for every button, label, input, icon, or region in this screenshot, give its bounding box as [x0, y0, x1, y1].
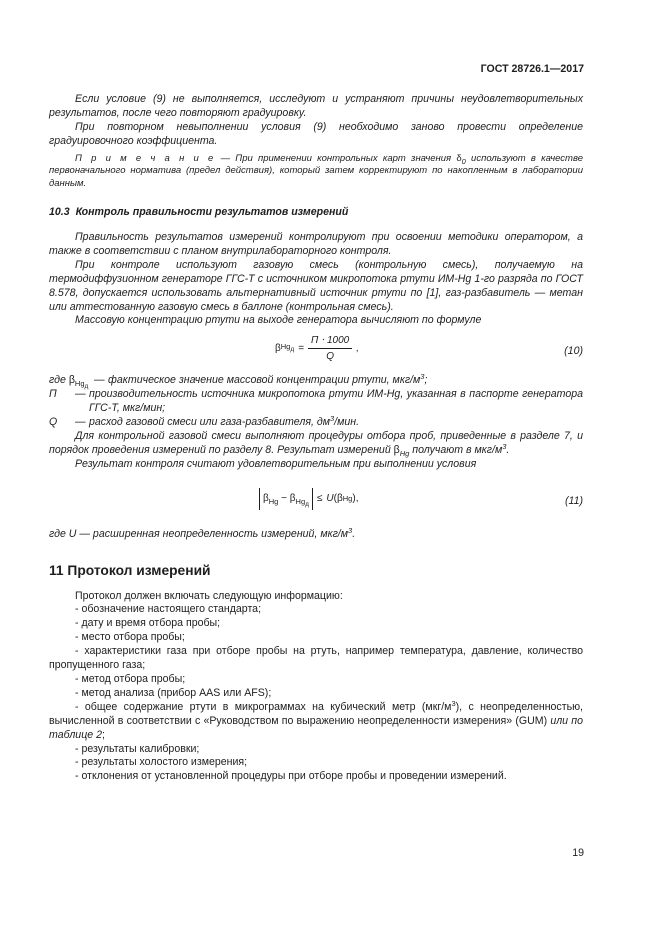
paragraph-correctness-control: Правильность результатов измерений контролируют при освоении методики оператором, а также в соответствии с планом внутрилабораторного контроля.	[49, 231, 583, 257]
note-label: П р и м е ч а н и е	[75, 152, 216, 164]
section-title: Контроль правильности результатов измерений	[75, 206, 349, 219]
list-item: - метод отбора пробы;	[75, 672, 186, 685]
paragraph-where-u: где U — расширенная неопределенность измерений, мкг/$м^3$.	[49, 525, 356, 540]
paragraph-control-procedure: Для контрольной газовой смеси выполняют процедуры отбора проб, приведенные в разделе 7, и порядок проведения измерений по разделу 8. Результат измерений $\beta_{Hg}$ получают в мкг/$м^3$.	[49, 430, 583, 458]
list-item: - метод анализа (прибор AAS или AFS);	[75, 686, 272, 699]
formula-10-number: (10)	[564, 345, 583, 358]
paragraph-control-gas-mixture: При контроле используют газовую смесь (контрольную смесь), получаемую на термодиффузионном генераторе ГГС-Т с источником микропотока ртути ИМ-Hg 1-го разряда по ГОСТ 8.578, допускается использовать альтернативный источник ртути по [1], газ-разбавитель — метан или аттестованную газовую смесь в баллоне (контрольная смесь).	[49, 258, 583, 313]
paragraph-condition-failed: Если условие (9) не выполняется, исследуют и устраняют причины неудовлетворительных результатов, после чего повторяют градуировку.	[49, 93, 583, 119]
formula-11-expression: $\beta_{Hg} - \beta_{Hg_д}$ ≤ U ( β Hg ),	[259, 488, 358, 510]
document-id-header: ГОСТ 28726.1—2017	[480, 63, 584, 75]
glossary-row-p: П — производительность источника микропотока ртути ИМ-Hg, указанная в паспорте генератора ГГС-Т, мкг/мин;	[49, 388, 583, 415]
section-11-heading: 11 Протокол измерений	[49, 562, 211, 578]
paragraph-repeat-calibration: При повторном невыполнении условия (9) необходимо заново провести определение градуировочного коэффициента.	[49, 120, 583, 147]
list-item: - характеристики газа при отборе пробы на ртуть, например температура, давление, количество пропущенного газа;	[49, 645, 583, 672]
page-number: 19	[572, 847, 584, 859]
absolute-value-expression: $\beta_{Hg} - \beta_{Hg_д}$	[259, 488, 313, 510]
list-item: - дату и время отбора пробы;	[75, 617, 221, 630]
list-item: - общее содержание ртути в микрограммах на кубический метр $(мкг/м^3)$, с неопределенностью, вычисленной в соответствии с «Руководством по выражению неопределенности измерения» (GUM) или по таблице 2;	[49, 698, 583, 741]
paragraph-formula-intro: Массовую концентрацию ртути на выходе генератора вычисляют по формуле	[75, 314, 482, 327]
page-body	[49, 93, 583, 784]
section-number: 10.3	[49, 206, 70, 219]
formula-11-number: (11)	[564, 494, 583, 507]
protocol-intro: Протокол должен включать следующую информацию:	[75, 589, 343, 602]
list-item: - результаты калибровки;	[75, 742, 200, 755]
note-paragraph: П р и м е ч а н и е — При применении контрольных карт значения $\delta_0$ используют в качестве первоначального норматива (предел действия), который затем корректируют по накопленным в лаборатории данным.	[49, 152, 584, 189]
list-item: - обозначение настоящего стандарта;	[75, 603, 262, 616]
list-item: - результаты холостого измерения;	[75, 756, 248, 769]
list-item: - место отбора пробы;	[75, 631, 185, 644]
formula-10-expression: β $Hg_д$ = $\frac{П \cdot 1000}{Q}$ ,	[275, 335, 360, 363]
paragraph-control-criterion: Результат контроля считают удовлетворительным при выполнении условия	[75, 457, 477, 470]
list-item: - отклонения от установленной процедуры при отборе пробы и проведении измерений.	[75, 770, 507, 783]
section-10-3-heading	[49, 206, 583, 220]
formula-10-fraction: $\frac{П \cdot 1000}{Q}$	[308, 334, 352, 363]
glossary-row-beta: где $\beta_{Hg_д}$ — фактическое значение массовой концентрации ртути, мкг/$м^3$;	[49, 372, 428, 391]
formula-10	[49, 334, 583, 370]
formula-11	[49, 484, 583, 518]
glossary-row-q: Q — расход газовой смеси или газа-разбавителя, $дм^3$/мин.	[49, 414, 360, 429]
